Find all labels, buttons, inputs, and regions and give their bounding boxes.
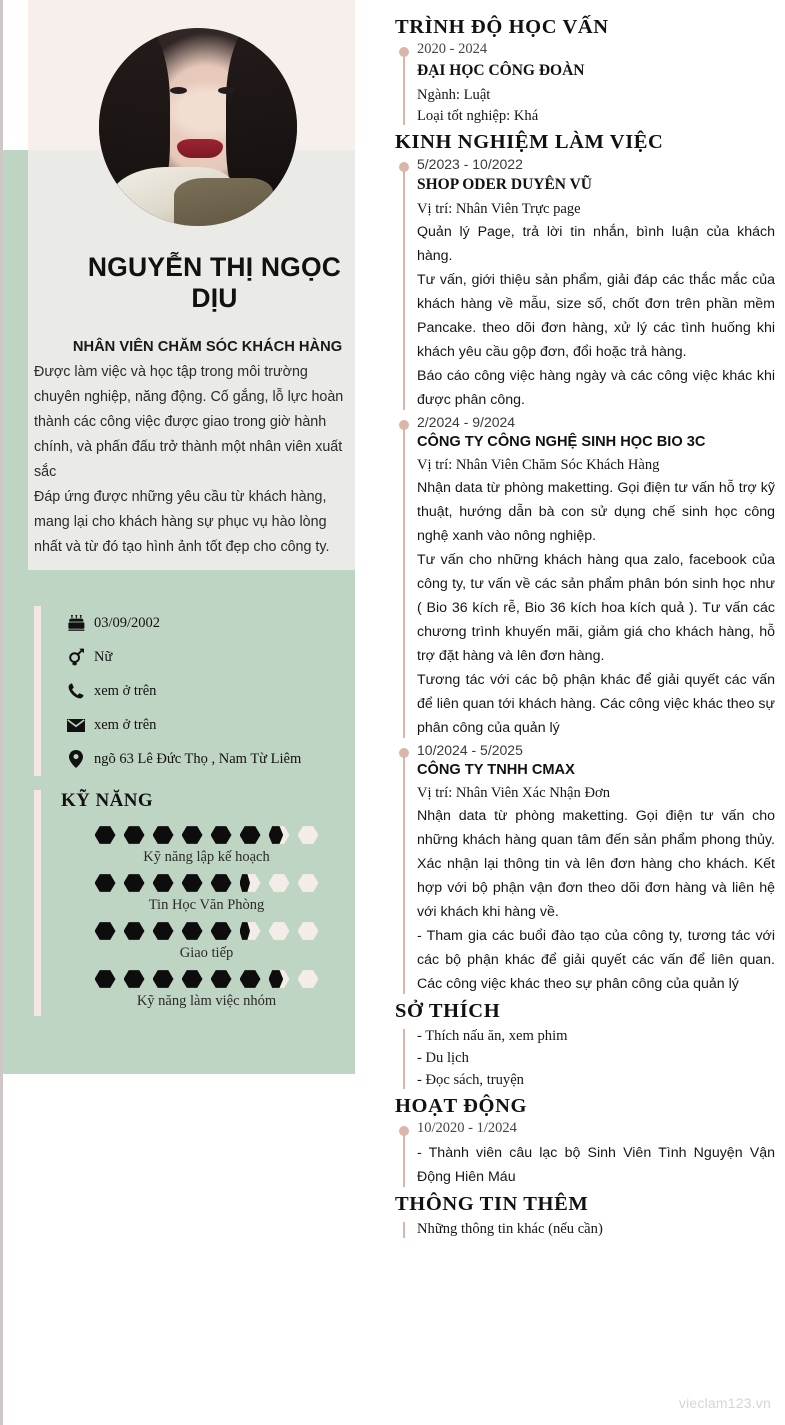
skill-rating: [59, 872, 354, 894]
additional-info: [395, 1218, 775, 1240]
contact-value-birthday: 03/09/2002: [94, 614, 161, 631]
skill-hexagon: [298, 826, 319, 845]
right-column: [395, 0, 785, 1244]
experience-company: CÔNG TY CÔNG NGHỆ SINH HỌC BIO 3C: [417, 434, 706, 450]
skill-hexagon: [240, 874, 261, 893]
section-heading-hobbies: SỞ THÍCH: [395, 1000, 501, 1022]
contact-value-phone: xem ở trên: [94, 682, 157, 699]
experience-entry: [395, 156, 775, 412]
avatar: [99, 28, 297, 226]
skill-label: Giao tiếp: [179, 945, 234, 961]
skill-hexagon: [182, 826, 203, 845]
birthday-cake-icon: [63, 615, 89, 631]
avatar-lips: [177, 139, 223, 158]
skill-hexagon: [298, 922, 319, 941]
contact-item-birthday: [63, 606, 354, 640]
section-heading-experience: KINH NGHIỆM LÀM VIỆC: [395, 131, 664, 153]
email-icon: [63, 719, 89, 732]
experience-description-line: Quản lý Page, trả lời tin nhắn, bình luận của khách hàng.: [417, 224, 775, 264]
experience-description: [417, 804, 775, 996]
location-pin-icon: [63, 750, 89, 768]
skill-hexagon: [298, 970, 319, 989]
skill-hexagon: [153, 874, 174, 893]
activity-description: [417, 1141, 775, 1189]
experience-position: Vị trí: Nhân Viên Xác Nhận Đơn: [417, 785, 611, 801]
contact-list: [34, 606, 354, 776]
education-school: ĐẠI HỌC CÔNG ĐOÀN: [417, 62, 585, 79]
skill-hexagon: [269, 970, 290, 989]
experience-position: Vị trí: Nhân Viên Chăm Sóc Khách Hàng: [417, 457, 660, 473]
experience-description-line: Tư vấn, giới thiệu sản phẩm, giải đáp các thắc mắc của khách hàng về mẫu, size số, chốt đơn trên phần mềm Pancake. theo dõi đơn hàng, xử lý các tình huống khi khách yêu cầu gộp đơn, đổi hoặc trả hàng.: [417, 272, 775, 360]
education-entry: [395, 41, 775, 127]
skill-hexagon: [298, 874, 319, 893]
contact-value-gender: Nữ: [94, 648, 113, 665]
skill-item: [59, 872, 354, 914]
skill-hexagon: [95, 970, 116, 989]
skill-hexagon: [153, 970, 174, 989]
skill-hexagon: [269, 922, 290, 941]
skill-hexagon: [240, 922, 261, 941]
experience-company: CÔNG TY TNHH CMAX: [417, 762, 575, 778]
skill-hexagon: [182, 874, 203, 893]
summary-paragraph-2: Đáp ứng được những yêu cầu từ khách hàng, mang lại cho khách hàng sự phục vụ hào lòng nhất và từ đó tạo hình ảnh tốt đẹp cho công ty.: [34, 489, 330, 555]
contact-item-phone: [63, 674, 354, 708]
skill-hexagon: [211, 922, 232, 941]
additional-info-text: Những thông tin khác (nếu cần): [417, 1221, 603, 1237]
experience-description-line: - Tham gia các buổi đào tạo của công ty, tương tác với các bộ phận khác để giải quyết các vấn để liên quan. Các công việc khác theo sự phân công của quản lý: [417, 928, 775, 992]
left-column: [0, 0, 355, 1425]
skill-label: Kỹ năng làm việc nhóm: [136, 993, 277, 1009]
skill-hexagon: [124, 874, 145, 893]
skill-item: [59, 824, 354, 866]
skill-hexagon: [153, 922, 174, 941]
skill-hexagon: [95, 826, 116, 845]
experience-date: 5/2023 - 10/2022: [417, 156, 523, 172]
skill-item: [59, 968, 354, 1010]
skill-hexagon: [240, 970, 261, 989]
skill-hexagon: [95, 874, 116, 893]
skill-hexagon: [182, 922, 203, 941]
activity-description-line: - Thành viên câu lạc bộ Sinh Viên Tình Nguyện Vận Động Hiên Máu: [417, 1145, 775, 1185]
skills-heading: KỸ NĂNG: [61, 790, 153, 811]
contact-value-email: xem ở trên: [94, 716, 157, 733]
section-heading-additional: THÔNG TIN THÊM: [395, 1193, 589, 1215]
experience-description-line: Tương tác với các bộ phận khác để giải quyết các vấn để liên quan tới khách hàng. Các công việc khác theo sự phân công của quản lý: [417, 672, 775, 736]
hobby-item: - Đọc sách, truyện: [417, 1072, 524, 1088]
profile-summary: [34, 360, 350, 560]
skill-label: Kỹ năng lập kế hoạch: [143, 849, 270, 865]
experience-description: [417, 220, 775, 412]
skill-hexagon: [95, 922, 116, 941]
education-date: 2020 - 2024: [417, 41, 488, 57]
skill-hexagon: [124, 970, 145, 989]
experience-date: 2/2024 - 9/2024: [417, 414, 516, 430]
activity-date: 10/2020 - 1/2024: [417, 1120, 517, 1136]
hobby-item: - Du lịch: [417, 1050, 469, 1066]
section-heading-activities: HOẠT ĐỘNG: [395, 1095, 528, 1117]
skill-hexagon: [211, 970, 232, 989]
candidate-job-title: NHÂN VIÊN CHĂM SÓC KHÁCH HÀNG: [72, 339, 343, 355]
section-heading-education: TRÌNH ĐỘ HỌC VẤN: [395, 16, 609, 38]
skill-hexagon: [211, 874, 232, 893]
experience-description: [417, 476, 775, 740]
skill-hexagon: [269, 874, 290, 893]
skill-hexagon: [124, 922, 145, 941]
skill-rating: [59, 920, 354, 942]
activity-entry: [395, 1120, 775, 1189]
experience-description-line: Tư vấn cho những khách hàng qua zalo, facebook của công ty, tư vấn về các sản phẩm phân bón sinh học như ( Bio 36 kích rễ, Bio 36 kích hoa kích quả ). Tư vấn các chương trình khuyến mãi, giảm giá cho khách hàng, hỗ trợ đặt hàng và lên đơn hàng.: [417, 552, 775, 664]
contact-item-email: [63, 708, 354, 742]
contact-value-address: ngõ 63 Lê Đức Thọ , Nam Từ Liêm: [94, 750, 302, 767]
skill-hexagon: [124, 826, 145, 845]
watermark: vieclam123.vn: [678, 1395, 771, 1411]
contact-item-gender: [63, 640, 354, 674]
experience-company: SHOP ODER DUYÊN VŨ: [417, 176, 592, 193]
contact-item-address: [63, 742, 354, 776]
experience-date: 10/2024 - 5/2025: [417, 742, 523, 758]
skill-hexagon: [153, 826, 174, 845]
experience-description-line: Nhận data từ phòng maketting. Gọi điện tư vấn cho những khách hàng quan tâm đến sản phẩm phong thủy. Xác nhận lại thông tin và lên đơn hàng cho khách. Kết hợp với bộ phận vận đơn theo dõi đơn hàng và liên hệ với khách khi hàng về.: [417, 808, 775, 920]
experience-entry: [395, 414, 775, 740]
experience-description-line: Nhận data từ phòng maketting. Gọi điện tư vấn hỗ trợ kỹ thuật, hướng dẫn bà con sử dụng chế sinh học công nghệ xanh vào nông nghiệp.: [417, 480, 775, 544]
gender-icon: [63, 648, 89, 666]
hobby-item: - Thích nấu ăn, xem phim: [417, 1028, 568, 1044]
skill-hexagon: [240, 826, 261, 845]
skill-label: Tin Học Văn Phòng: [148, 897, 265, 913]
skill-hexagon: [182, 970, 203, 989]
experience-position: Vị trí: Nhân Viên Trực page: [417, 201, 581, 217]
skills-section: [34, 790, 354, 1016]
avatar-coat: [174, 178, 273, 226]
skill-hexagon: [211, 826, 232, 845]
skill-item: [59, 920, 354, 962]
skill-rating: [59, 968, 354, 990]
experience-entry: [395, 742, 775, 996]
skill-rating: [59, 824, 354, 846]
phone-icon: [63, 683, 89, 699]
summary-paragraph-1: Được làm việc và học tập trong môi trường chuyên nghiệp, năng động. Cố gắng, lỗ lực hoàn thành các công việc được giao trong giờ hành chính, và phấn đấu trở thành một nhân viên xuất sắc: [34, 364, 344, 480]
education-major: Ngành: Luật: [417, 87, 491, 103]
education-grade: Loại tốt nghiệp: Khá: [417, 108, 539, 124]
skill-hexagon: [269, 826, 290, 845]
hobbies-list: [395, 1025, 775, 1091]
candidate-name: NGUYỄN THỊ NGỌC DỊU: [87, 252, 342, 313]
experience-description-line: Báo cáo công việc hàng ngày và các công việc khác khi được phân công.: [417, 368, 775, 408]
